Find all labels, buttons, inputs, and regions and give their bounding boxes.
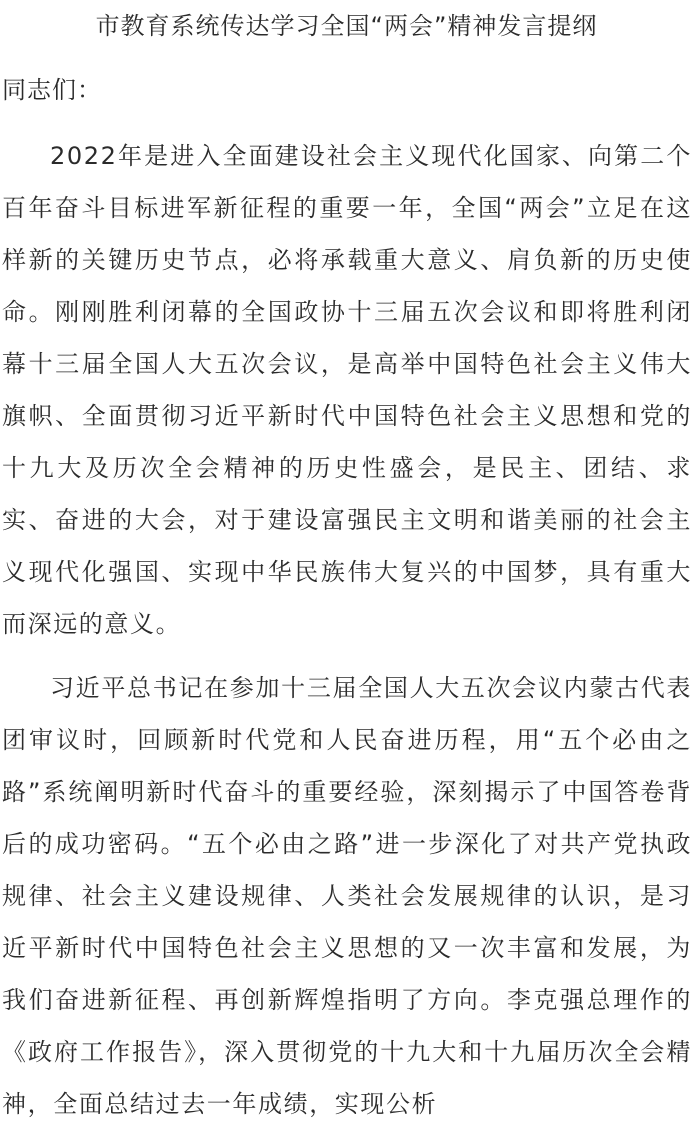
paragraph: 习近平总书记在参加十三届全国人大五次会议内蒙古代表团审议时，回顾新时代党和人民奋进历程，用“五个必由之路”系统阐明新时代奋斗的重要经验，深刻揭示了中国答卷背后的成功密码。“五个必由之路”进一步深化了对共产党执政规律、社会主义建设规律、人类社会发展规律的认识，是习近平新时代中国特色社会主义思想的又一次丰富和发展，为我们奋进新征程、再创新辉煌指明了方向。李克强总理作的《政府工作报告》，深入贯彻党的十九大和十九届历次全会精神，全面总结过去一年成绩，实现公析: [2, 674, 692, 1118]
salutation: 同志们：: [2, 76, 102, 104]
paragraph: 2022年是进入全面建设社会主义现代化国家、向第二个百年奋斗目标进军新征程的重要一年，全国“两会”立足在这样新的关键历史节点，必将承载重大意义、肩负新的历史使命。刚刚胜利闭幕的全国政协十三届五次会议和即将胜利闭幕十三届全国人大五次会议，是高举中国特色社会主义伟大旗帜、全面贯彻习近平新时代中国特色社会主义思想和党的十九大及历次全会精神的历史性盛会，是民主、团结、求实、奋进的大会，对于建设富强民主文明和谐美丽的社会主义现代化强国、实现中华民族伟大复兴的中国梦，具有重大而深远的意义。: [2, 142, 692, 638]
document-title: 市教育系统传达学习全国“两会”精神发言提纲: [95, 12, 598, 40]
